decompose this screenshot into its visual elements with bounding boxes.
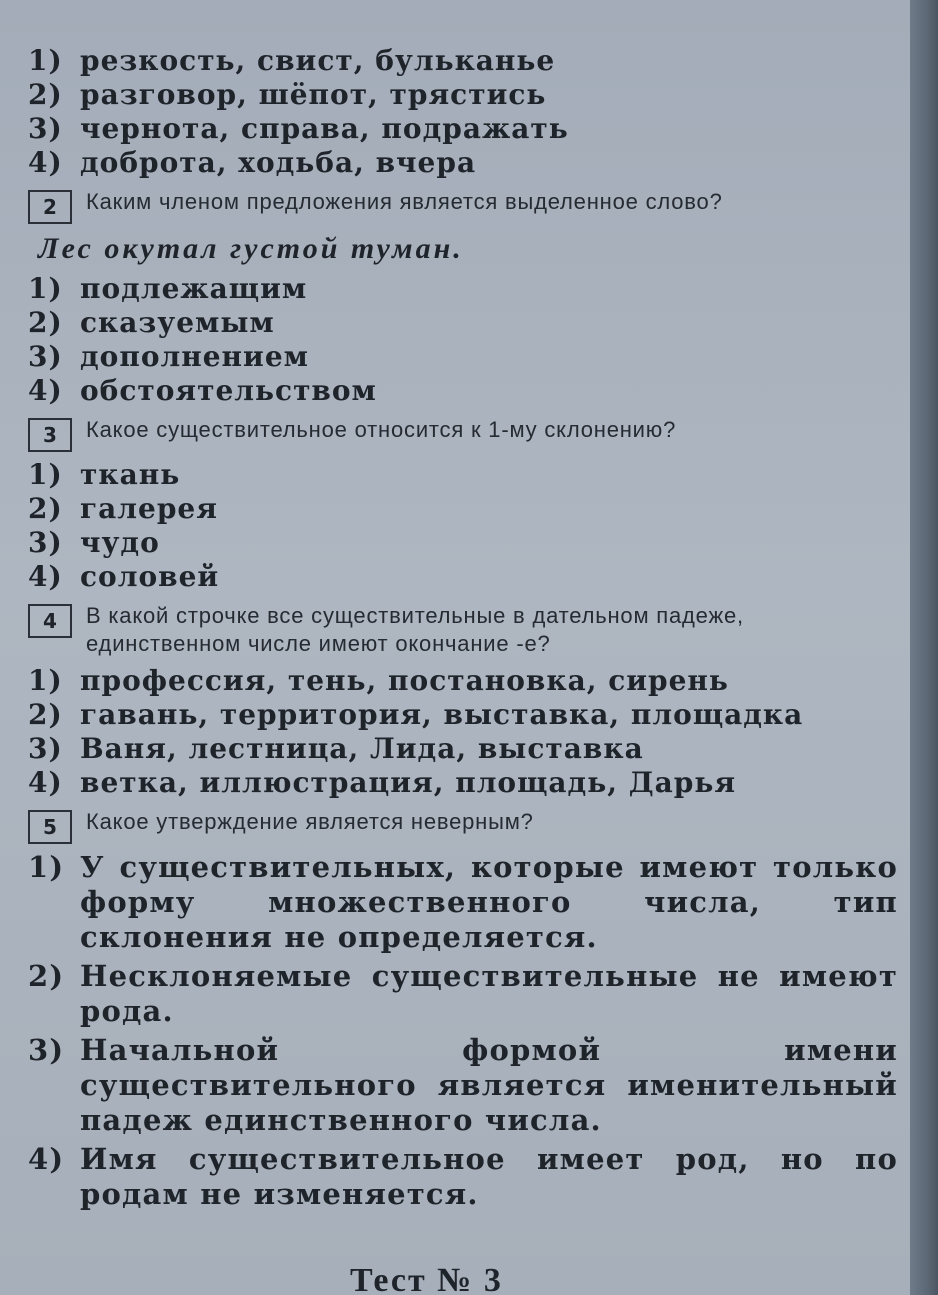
option-text: дополнением xyxy=(80,340,309,373)
answer-option xyxy=(28,1033,898,1138)
option-text: сказуемым xyxy=(80,306,275,339)
question-number-box: 4 xyxy=(28,604,72,638)
answer-option xyxy=(28,340,898,374)
answer-option xyxy=(28,560,898,594)
option-text: соловей xyxy=(80,560,220,593)
answer-option xyxy=(28,492,898,526)
answer-option xyxy=(28,664,898,698)
option-number: 2) xyxy=(28,959,65,993)
question-4-options xyxy=(28,664,898,800)
option-number: 3) xyxy=(28,112,63,145)
option-text: обстоятельством xyxy=(80,374,377,407)
question-3 xyxy=(28,416,898,452)
option-number: 2) xyxy=(28,492,63,525)
test-content xyxy=(28,44,898,1216)
option-text: ветка, иллюстрация, площадь, Дарья xyxy=(80,766,737,799)
example-sentence: Лес окутал густой туман. xyxy=(38,232,464,265)
option-number: 4) xyxy=(28,146,63,179)
option-number: 3) xyxy=(28,1033,65,1067)
option-text: гавань, территория, выставка, площадка xyxy=(80,698,804,731)
answer-option xyxy=(28,850,898,955)
answer-option xyxy=(28,374,898,408)
question-3-options xyxy=(28,458,898,594)
option-number: 1) xyxy=(28,664,63,697)
option-text: Несклоняемые существительные не имеют рода. xyxy=(80,959,898,1028)
question-2 xyxy=(28,188,898,224)
option-number: 4) xyxy=(28,374,63,407)
question-text: Каким членом предложения является выделенное слово? xyxy=(86,189,723,214)
question-number-box: 2 xyxy=(28,190,72,224)
option-number: 4) xyxy=(28,1142,65,1176)
question-1-options xyxy=(28,44,898,180)
option-number: 3) xyxy=(28,732,63,765)
option-text: доброта, ходьба, вчера xyxy=(80,146,477,179)
option-number: 2) xyxy=(28,78,63,111)
option-text: ткань xyxy=(80,458,181,491)
option-text: Ваня, лестница, Лида, выставка xyxy=(80,732,644,765)
question-text: В какой строчке все существительные в дательном падеже, единственном числе имеют окончание -е? xyxy=(86,603,744,656)
option-text: подлежащим xyxy=(80,272,308,305)
answer-option xyxy=(28,78,898,112)
answer-option xyxy=(28,698,898,732)
answer-option xyxy=(28,959,898,1029)
answer-option xyxy=(28,732,898,766)
option-number: 1) xyxy=(28,272,63,305)
option-number: 1) xyxy=(28,850,65,884)
option-number: 4) xyxy=(28,560,63,593)
question-number-box: 3 xyxy=(28,418,72,452)
question-text: Какое утверждение является неверным? xyxy=(86,809,534,834)
question-5 xyxy=(28,808,898,844)
option-text: У существительных, которые имеют только форму множественного числа, тип склонения не определяется. xyxy=(80,850,898,954)
option-text: галерея xyxy=(80,492,218,525)
answer-option xyxy=(28,1142,898,1212)
answer-option xyxy=(28,44,898,78)
answer-option xyxy=(28,146,898,180)
answer-option xyxy=(28,272,898,306)
option-number: 3) xyxy=(28,340,63,373)
option-text: разговор, шёпот, трястись xyxy=(80,78,547,111)
answer-option xyxy=(28,306,898,340)
option-text: Начальной формой имени существительного является именительный падеж единственного числа. xyxy=(80,1033,898,1137)
option-number: 4) xyxy=(28,766,63,799)
option-text: чернота, справа, подражать xyxy=(80,112,569,145)
answer-option xyxy=(28,112,898,146)
question-4 xyxy=(28,602,898,658)
option-text: чудо xyxy=(80,526,160,559)
option-number: 3) xyxy=(28,526,63,559)
answer-option xyxy=(28,526,898,560)
option-number: 1) xyxy=(28,44,63,77)
option-number: 1) xyxy=(28,458,63,491)
option-text: Имя существительное имеет род, но по родам не изменяется. xyxy=(80,1142,898,1211)
answer-option xyxy=(28,458,898,492)
question-2-options xyxy=(28,272,898,408)
option-number: 2) xyxy=(28,306,63,339)
question-5-options xyxy=(28,850,898,1212)
option-text: профессия, тень, постановка, сирень xyxy=(80,664,729,697)
answer-option xyxy=(28,766,898,800)
question-number-box: 5 xyxy=(28,810,72,844)
page-edge-shadow xyxy=(910,0,938,1295)
option-text: резкость, свист, бульканье xyxy=(80,44,556,77)
question-text: Какое существительное относится к 1-му склонению? xyxy=(86,417,677,442)
option-number: 2) xyxy=(28,698,63,731)
next-test-heading: Тест № 3 xyxy=(350,1262,503,1295)
